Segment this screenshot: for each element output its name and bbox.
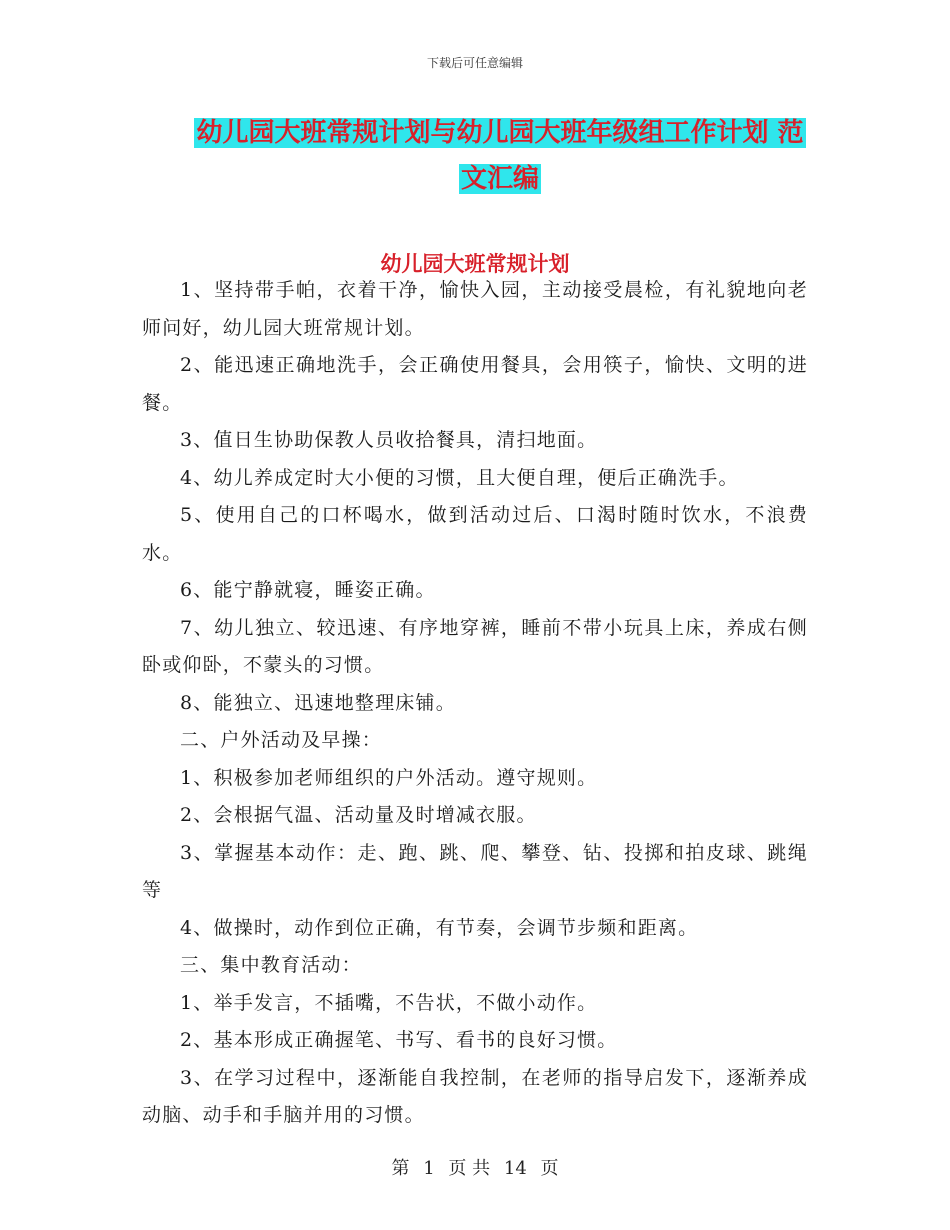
paragraph: 三、集中教育活动： (180, 954, 362, 976)
paragraph: 6、能宁静就寝，睡姿正确。 (180, 579, 436, 601)
paragraph: 7、幼儿独立、较迅速、有序地穿裤，睡前不带小玩具上床，养成右侧卧或仰卧，不蒙头的习惯。 (142, 616, 808, 676)
footer-total-pages: 14 (503, 1158, 527, 1179)
document-title-line-2: 文汇编 (460, 164, 539, 194)
paragraph: 2、会根据气温、活动量及时增减衣服。 (180, 804, 537, 826)
paragraph: 二、户外活动及早操： (180, 729, 383, 751)
header-note: 下载后可任意编辑 (426, 56, 523, 70)
document-title-line-1: 幼儿园大班常规计划与幼儿园大班年级组工作计划 范 (196, 118, 804, 148)
footer-page-number: 1 (423, 1158, 435, 1179)
page-footer (0, 1154, 950, 1180)
paragraph: 3、值日生协助保教人员收拾餐具，清扫地面。 (180, 429, 598, 451)
paragraph: 5、使用自己的口杯喝水，做到活动过后、口渴时随时饮水，不浪费水。 (142, 504, 808, 564)
paragraph: 4、幼儿养成定时大小便的习惯，且大便自理，便后正确洗手。 (180, 466, 739, 489)
paragraph: 3、在学习过程中，逐渐能自我控制，在老师的指导启发下，逐渐养成动脑、动手和手脑并用的习惯。 (142, 1066, 808, 1126)
footer-prefix: 第 (391, 1158, 410, 1179)
paragraph: 4、做操时，动作到位正确，有节奏，会调节步频和距离。 (180, 916, 699, 939)
paragraph: 1、举手发言，不插嘴，不告状，不做小动作。 (180, 991, 598, 1014)
footer-middle: 页 共 (448, 1158, 491, 1179)
paragraph: 1、坚持带手帕，衣着干净，愉快入园，主动接受晨检，有礼貌地向老师问好，幼儿园大班常规计划。 (142, 279, 808, 339)
footer-suffix: 页 (540, 1158, 559, 1179)
section-title: 幼儿园大班常规计划 (380, 252, 570, 276)
document-title (180, 110, 820, 202)
paragraph: 1、积极参加老师组织的户外活动。遵守规则。 (180, 766, 598, 789)
paragraph: 3、掌握基本动作：走、跑、跳、爬、攀登、钻、投掷和拍皮球、跳绳等 (142, 841, 808, 901)
body-text (142, 272, 808, 1135)
paragraph: 2、基本形成正确握笔、书写、看书的良好习惯。 (180, 1029, 618, 1051)
paragraph: 8、能独立、迅速地整理床铺。 (180, 691, 456, 714)
paragraph: 2、能迅速正确地洗手，会正确使用餐具，会用筷子，愉快、文明的进餐。 (142, 354, 808, 414)
